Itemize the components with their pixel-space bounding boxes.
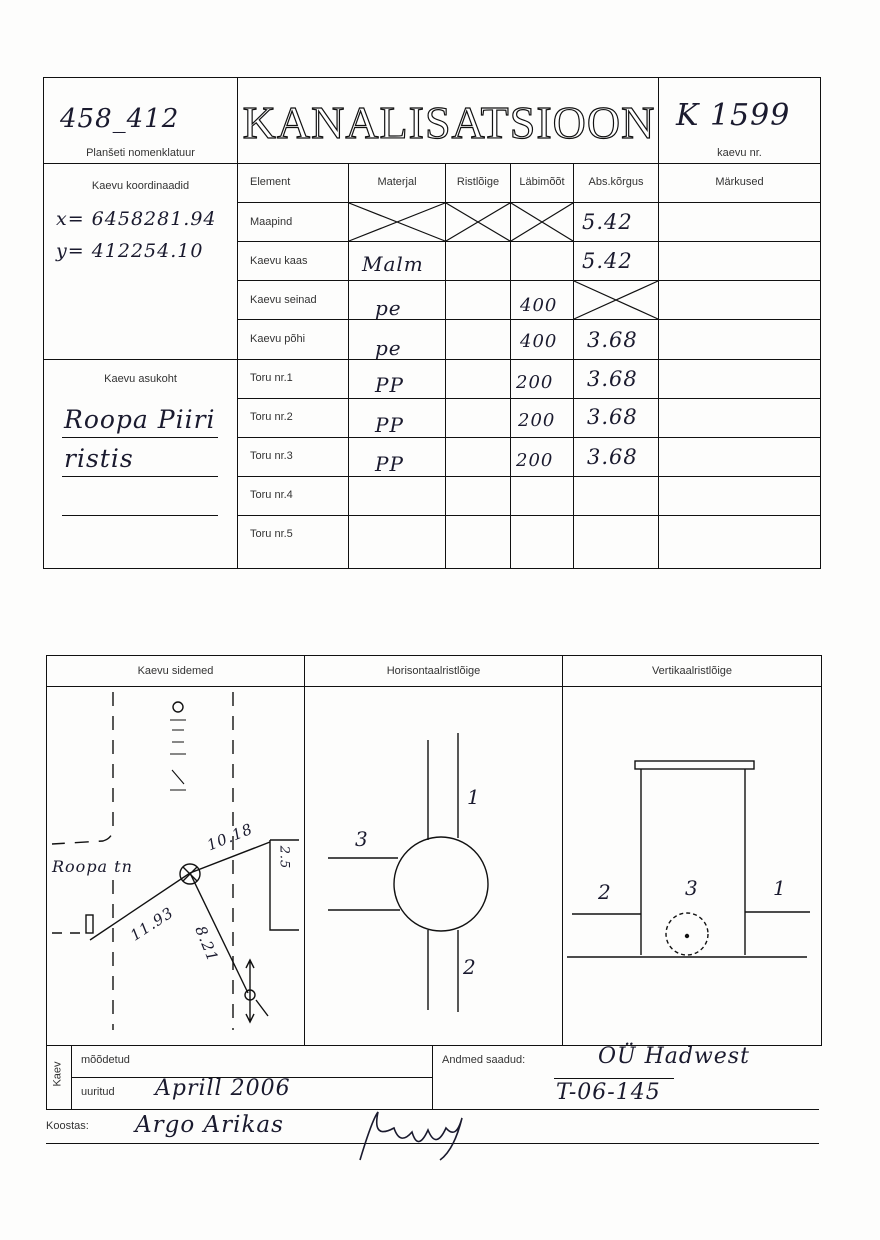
cell-diameter: 200 xyxy=(518,410,556,431)
tie-distance-1: 10.18 xyxy=(204,819,256,855)
cell-material: PP xyxy=(375,413,404,437)
surveyed-label: uuritud xyxy=(81,1086,115,1098)
vertical-pipe-1: 1 xyxy=(773,876,787,900)
vertical-section-label: Vertikaalristlõige xyxy=(651,665,733,677)
row-label: Toru nr.4 xyxy=(250,489,293,501)
cell-material: pe xyxy=(375,296,402,320)
well-number: K 1599 xyxy=(676,98,791,133)
horizontal-section-label: Horisontaalristlõige xyxy=(386,665,481,677)
header-section: Ristlõige xyxy=(456,176,500,188)
cell-height: 3.68 xyxy=(587,328,638,352)
row-label: Kaevu põhi xyxy=(250,333,306,345)
header-element: Element xyxy=(250,176,291,188)
header-material: Materjal xyxy=(377,176,417,188)
horizontal-pipe-3: 3 xyxy=(355,827,369,851)
data-from-label: Andmed saadud: xyxy=(442,1054,526,1066)
mapped-label: mõõdetud xyxy=(81,1054,130,1066)
cell-height: 5.42 xyxy=(582,249,633,273)
horizontal-pipe-2: 2 xyxy=(463,955,477,979)
vertical-pipe-3: 3 xyxy=(685,876,699,900)
header-height: Abs.kõrgus xyxy=(588,176,644,188)
cell-height: 3.68 xyxy=(587,445,638,469)
cell-material: pe xyxy=(375,336,402,360)
page-title: KANALISATSIOON xyxy=(242,97,656,148)
header-diameter: Läbimõõt xyxy=(519,176,565,188)
tie-distance-2: 11.93 xyxy=(126,903,177,945)
cell-diameter: 200 xyxy=(516,372,554,393)
author-label: Koostas: xyxy=(46,1120,89,1132)
row-label: Kaevu seinad xyxy=(250,294,317,306)
header-notes: Märkused xyxy=(715,176,764,188)
well-side-label: Kaev xyxy=(51,1061,64,1087)
cell-height: 3.68 xyxy=(587,405,638,429)
cell-material: Malm xyxy=(362,252,424,276)
row-label: Maapind xyxy=(250,216,293,228)
vertical-pipe-2: 2 xyxy=(598,880,612,904)
cell-diameter: 200 xyxy=(516,450,554,471)
cell-diameter: 400 xyxy=(520,331,558,352)
cell-height: 5.42 xyxy=(582,210,633,234)
sheet-label: Planšeti nomenklatuur xyxy=(86,147,195,159)
coordinate-y: y= 412254.10 xyxy=(56,240,204,262)
sheet-number: 458_412 xyxy=(60,104,180,134)
cell-material: PP xyxy=(375,373,404,397)
cell-diameter: 400 xyxy=(520,295,558,316)
coordinate-x: x= 6458281.94 xyxy=(56,208,217,230)
well-number-label: kaevu nr. xyxy=(717,147,762,159)
cell-material: PP xyxy=(375,452,404,476)
ties-label: Kaevu sidemed xyxy=(137,665,214,677)
side-dimension: 2.5 xyxy=(276,845,292,870)
street-label: Roopa tn xyxy=(52,857,133,876)
author-value: Argo Arikas xyxy=(135,1112,284,1138)
data-code: T-06-145 xyxy=(556,1080,661,1105)
row-label: Toru nr.1 xyxy=(250,372,293,384)
location-line-2: ristis xyxy=(64,444,134,473)
location-label: Kaevu asukoht xyxy=(104,373,177,385)
row-label: Toru nr.5 xyxy=(250,528,293,540)
cell-height: 3.68 xyxy=(587,367,638,391)
surveyed-value: Aprill 2006 xyxy=(155,1076,291,1101)
tie-distance-3: 8.21 xyxy=(191,923,223,965)
location-line-1: Roopa Piiri xyxy=(64,405,216,434)
horizontal-pipe-1: 1 xyxy=(467,785,481,809)
row-label: Toru nr.3 xyxy=(250,450,293,462)
row-label: Kaevu kaas xyxy=(250,255,308,267)
coordinates-label: Kaevu koordinaadid xyxy=(91,180,190,192)
data-from-value: OÜ Hadwest xyxy=(598,1044,750,1069)
row-label: Toru nr.2 xyxy=(250,411,293,423)
